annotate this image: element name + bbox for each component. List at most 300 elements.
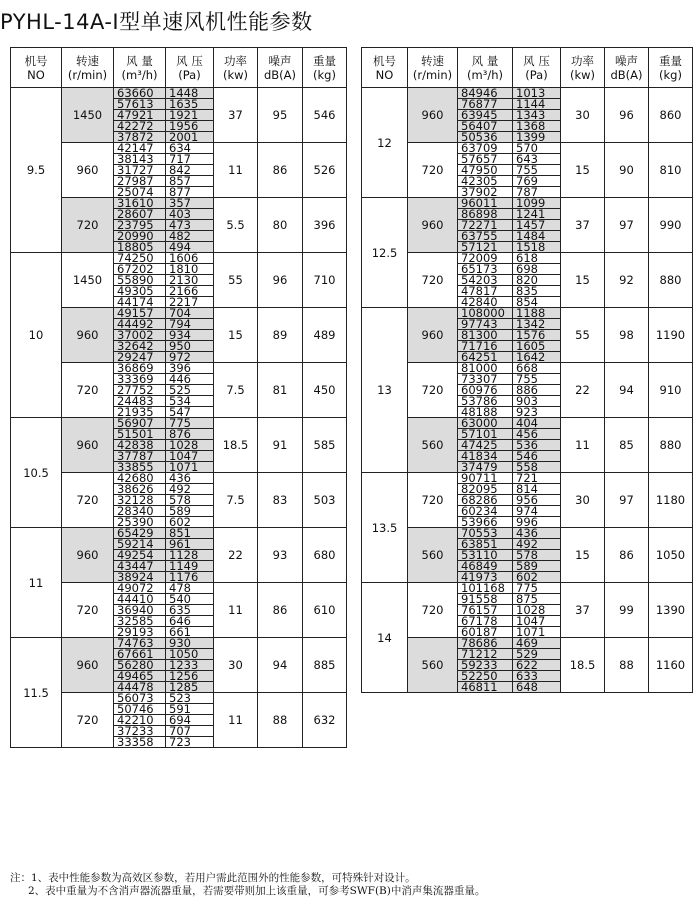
power-cell: 22 — [214, 528, 258, 583]
speed-cell: 1450 — [62, 88, 114, 143]
header-noise-label: 噪声 — [268, 53, 292, 68]
flow-cell: 32642 — [114, 341, 166, 352]
speed-cell: 720 — [62, 363, 114, 418]
weight-cell: 885 — [303, 638, 347, 693]
model-number-cell: 11.5 — [11, 638, 62, 748]
weight-cell: 489 — [303, 308, 347, 363]
header-weight-label: 重量 — [659, 53, 682, 68]
pressure-cell: 589 — [166, 506, 214, 517]
flow-cell: 72009 — [458, 253, 513, 264]
flow-cell: 43447 — [114, 561, 166, 572]
pressure-cell: 469 — [513, 638, 561, 649]
pressure-cell: 877 — [166, 187, 214, 198]
flow-cell: 32128 — [114, 495, 166, 506]
weight-cell: 860 — [649, 88, 693, 143]
pressure-cell: 794 — [166, 319, 214, 330]
pressure-cell: 622 — [513, 660, 561, 671]
speed-cell: 560 — [408, 638, 458, 693]
power-cell: 15 — [561, 528, 605, 583]
pressure-cell: 721 — [513, 473, 561, 484]
weight-cell: 585 — [303, 418, 347, 473]
header-noise-label: 噪声 — [615, 53, 638, 68]
flow-cell: 33358 — [114, 737, 166, 748]
header-power-label: 功率 — [571, 53, 594, 68]
speed-cell: 960 — [62, 638, 114, 693]
pressure-cell: 547 — [166, 407, 214, 418]
flow-cell: 60234 — [458, 506, 513, 517]
power-cell: 37 — [561, 583, 605, 638]
flow-cell: 32585 — [114, 616, 166, 627]
flow-cell: 54203 — [458, 275, 513, 286]
flow-cell: 37479 — [458, 462, 513, 473]
pressure-cell: 634 — [166, 143, 214, 154]
flow-cell: 70553 — [458, 528, 513, 539]
flow-cell: 64251 — [458, 352, 513, 363]
pressure-cell: 972 — [166, 352, 214, 363]
flow-cell: 24483 — [114, 396, 166, 407]
noise-cell: 90 — [605, 143, 649, 198]
pressure-cell: 404 — [513, 418, 561, 429]
pressure-cell: 1810 — [166, 264, 214, 275]
header-power-label: 功率 — [224, 53, 247, 68]
table-row — [362, 308, 693, 319]
pressure-cell: 546 — [513, 451, 561, 462]
power-cell: 18.5 — [561, 638, 605, 693]
table-row — [362, 253, 693, 264]
weight-cell: 810 — [649, 143, 693, 198]
model-number-cell: 12 — [362, 88, 408, 198]
speed-cell: 960 — [408, 198, 458, 253]
flow-cell: 37002 — [114, 330, 166, 341]
flow-cell: 28607 — [114, 209, 166, 220]
table-row — [11, 88, 347, 99]
weight-cell: 910 — [649, 363, 693, 418]
table-row — [362, 198, 693, 209]
flow-cell: 63851 — [458, 539, 513, 550]
pressure-cell: 769 — [513, 176, 561, 187]
flow-cell: 57613 — [114, 99, 166, 110]
power-cell: 55 — [561, 308, 605, 363]
table-row — [362, 88, 693, 99]
flow-cell: 38626 — [114, 484, 166, 495]
pressure-cell: 473 — [166, 220, 214, 231]
header-flow — [458, 48, 513, 88]
header-model — [11, 48, 62, 88]
flow-cell: 20990 — [114, 231, 166, 242]
noise-cell: 97 — [605, 473, 649, 528]
pressure-cell: 1028 — [166, 440, 214, 451]
flow-cell: 63000 — [458, 418, 513, 429]
table-row — [11, 693, 347, 704]
pressure-cell: 698 — [513, 264, 561, 275]
flow-cell: 48188 — [458, 407, 513, 418]
header-model-label: 机号 — [24, 53, 48, 68]
flow-cell: 27752 — [114, 385, 166, 396]
header-weight-label: 重量 — [313, 53, 336, 68]
pressure-cell: 446 — [166, 374, 214, 385]
flow-cell: 46849 — [458, 561, 513, 572]
pressure-cell: 1342 — [513, 319, 561, 330]
pressure-cell: 1285 — [166, 682, 214, 693]
pressure-cell: 694 — [166, 715, 214, 726]
pressure-cell: 835 — [513, 286, 561, 297]
power-cell: 5.5 — [214, 198, 258, 253]
weight-cell: 632 — [303, 693, 347, 748]
flow-cell: 44492 — [114, 319, 166, 330]
flow-cell: 44174 — [114, 297, 166, 308]
noise-cell: 92 — [605, 253, 649, 308]
pressure-cell: 707 — [166, 726, 214, 737]
flow-cell: 72271 — [458, 220, 513, 231]
pressure-cell: 1635 — [166, 99, 214, 110]
header-noise-unit: dB(A) — [263, 67, 297, 82]
header-flow-label: 风 量 — [126, 53, 153, 68]
flow-cell: 56280 — [114, 660, 166, 671]
speed-cell: 960 — [62, 143, 114, 198]
flow-cell: 96011 — [458, 198, 513, 209]
pressure-cell: 974 — [513, 506, 561, 517]
pressure-cell: 1448 — [166, 88, 214, 99]
flow-cell: 23795 — [114, 220, 166, 231]
pressure-cell: 996 — [513, 517, 561, 528]
pressure-cell: 1606 — [166, 253, 214, 264]
header-row — [362, 48, 693, 88]
pressure-cell: 755 — [513, 374, 561, 385]
flow-cell: 49465 — [114, 671, 166, 682]
header-weight-unit: (kg) — [313, 67, 336, 82]
flow-cell: 44410 — [114, 594, 166, 605]
flow-cell: 65173 — [458, 264, 513, 275]
flow-cell: 42272 — [114, 121, 166, 132]
flow-cell: 74250 — [114, 253, 166, 264]
flow-cell: 25390 — [114, 517, 166, 528]
table-row — [362, 143, 693, 154]
header-power — [214, 48, 258, 88]
pressure-cell: 1047 — [166, 451, 214, 462]
speed-cell: 1450 — [62, 253, 114, 308]
noise-cell: 80 — [258, 198, 303, 253]
flow-cell: 50536 — [458, 132, 513, 143]
pressure-cell: 961 — [166, 539, 214, 550]
pressure-cell: 1176 — [166, 572, 214, 583]
pressure-cell: 755 — [513, 165, 561, 176]
flow-cell: 31727 — [114, 165, 166, 176]
pressure-cell: 536 — [513, 440, 561, 451]
power-cell: 55 — [214, 253, 258, 308]
flow-cell: 49305 — [114, 286, 166, 297]
noise-cell: 86 — [258, 583, 303, 638]
power-cell: 11 — [214, 143, 258, 198]
pressure-cell: 482 — [166, 231, 214, 242]
speed-cell: 960 — [408, 308, 458, 363]
header-flow — [114, 48, 166, 88]
header-pressure — [166, 48, 214, 88]
flow-cell: 52250 — [458, 671, 513, 682]
header-power-unit: (kw) — [222, 67, 249, 82]
model-number-cell: 11 — [11, 528, 62, 638]
speed-cell: 720 — [408, 253, 458, 308]
flow-cell: 63709 — [458, 143, 513, 154]
pressure-cell: 2130 — [166, 275, 214, 286]
pressure-cell: 494 — [166, 242, 214, 253]
power-cell: 11 — [214, 583, 258, 638]
noise-cell: 91 — [258, 418, 303, 473]
pressure-cell: 1241 — [513, 209, 561, 220]
weight-cell: 396 — [303, 198, 347, 253]
header-flow-unit: (m³/h) — [121, 67, 158, 82]
pressure-cell: 950 — [166, 341, 214, 352]
pressure-cell: 903 — [513, 396, 561, 407]
weight-cell: 503 — [303, 473, 347, 528]
header-noise — [605, 48, 649, 88]
pressure-cell: 1128 — [166, 550, 214, 561]
flow-cell: 28340 — [114, 506, 166, 517]
pressure-cell: 648 — [513, 682, 561, 693]
header-model-label: 机号 — [373, 53, 396, 68]
speed-cell: 720 — [408, 583, 458, 638]
pressure-cell: 886 — [513, 385, 561, 396]
flow-cell: 56407 — [458, 121, 513, 132]
header-pressure-label: 风 压 — [176, 53, 203, 68]
speed-cell: 960 — [62, 308, 114, 363]
header-model-unit: NO — [27, 67, 45, 82]
table-row — [11, 583, 347, 594]
noise-cell: 94 — [605, 363, 649, 418]
flow-cell: 78686 — [458, 638, 513, 649]
flow-cell: 56073 — [114, 693, 166, 704]
flow-cell: 47950 — [458, 165, 513, 176]
noise-cell: 97 — [605, 198, 649, 253]
weight-cell: 880 — [649, 253, 693, 308]
flow-cell: 53966 — [458, 517, 513, 528]
flow-cell: 57101 — [458, 429, 513, 440]
flow-cell: 53110 — [458, 550, 513, 561]
flow-cell: 42305 — [458, 176, 513, 187]
pressure-cell: 602 — [166, 517, 214, 528]
pressure-cell: 534 — [166, 396, 214, 407]
table-row — [362, 418, 693, 429]
noise-cell: 81 — [258, 363, 303, 418]
power-cell: 37 — [561, 198, 605, 253]
weight-cell: 990 — [649, 198, 693, 253]
power-cell: 7.5 — [214, 473, 258, 528]
flow-cell: 84946 — [458, 88, 513, 99]
flow-cell: 60976 — [458, 385, 513, 396]
flow-cell: 42840 — [458, 297, 513, 308]
pressure-cell: 357 — [166, 198, 214, 209]
weight-cell: 680 — [303, 528, 347, 583]
flow-cell: 21935 — [114, 407, 166, 418]
pressure-cell: 558 — [513, 462, 561, 473]
pressure-cell: 492 — [166, 484, 214, 495]
pressure-cell: 578 — [166, 495, 214, 506]
pressure-cell: 876 — [166, 429, 214, 440]
pressure-cell: 570 — [513, 143, 561, 154]
header-row — [11, 48, 347, 88]
flow-cell: 59214 — [114, 539, 166, 550]
pressure-cell: 602 — [513, 572, 561, 583]
power-cell: 15 — [561, 253, 605, 308]
flow-cell: 81000 — [458, 363, 513, 374]
power-cell: 11 — [214, 693, 258, 748]
flow-cell: 73307 — [458, 374, 513, 385]
flow-cell: 63755 — [458, 231, 513, 242]
weight-cell: 450 — [303, 363, 347, 418]
table-row — [362, 473, 693, 484]
flow-cell: 67661 — [114, 649, 166, 660]
pressure-cell: 1144 — [513, 99, 561, 110]
pressure-cell: 436 — [513, 528, 561, 539]
model-number-cell: 10.5 — [11, 418, 62, 528]
pressure-cell: 633 — [513, 671, 561, 682]
power-cell: 15 — [561, 143, 605, 198]
performance-table-left — [10, 47, 347, 748]
flow-cell: 108000 — [458, 308, 513, 319]
pressure-cell: 456 — [513, 429, 561, 440]
pressure-cell: 668 — [513, 363, 561, 374]
pressure-cell: 1047 — [513, 616, 561, 627]
pressure-cell: 1484 — [513, 231, 561, 242]
flow-cell: 91558 — [458, 594, 513, 605]
table-row — [11, 253, 347, 264]
weight-cell: 1160 — [649, 638, 693, 693]
pressure-cell: 525 — [166, 385, 214, 396]
header-weight — [303, 48, 347, 88]
pressure-cell: 591 — [166, 704, 214, 715]
pressure-cell: 1256 — [166, 671, 214, 682]
pressure-cell: 820 — [513, 275, 561, 286]
weight-cell: 710 — [303, 253, 347, 308]
pressure-cell: 1399 — [513, 132, 561, 143]
flow-cell: 86898 — [458, 209, 513, 220]
flow-cell: 31610 — [114, 198, 166, 209]
flow-cell: 42838 — [114, 440, 166, 451]
flow-cell: 49072 — [114, 583, 166, 594]
power-cell: 30 — [214, 638, 258, 693]
flow-cell: 38143 — [114, 154, 166, 165]
flow-cell: 36869 — [114, 363, 166, 374]
header-speed-label: 转速 — [421, 53, 444, 68]
pressure-cell: 492 — [513, 539, 561, 550]
flow-cell: 29247 — [114, 352, 166, 363]
flow-cell: 63660 — [114, 88, 166, 99]
model-number-cell: 12.5 — [362, 198, 408, 308]
header-pressure-unit: (Pa) — [178, 67, 201, 82]
pressure-cell: 661 — [166, 627, 214, 638]
noise-cell: 94 — [258, 638, 303, 693]
header-speed-label: 转速 — [76, 53, 99, 68]
pressure-cell: 1956 — [166, 121, 214, 132]
speed-cell: 720 — [62, 198, 114, 253]
pressure-cell: 1233 — [166, 660, 214, 671]
header-weight-unit: (kg) — [659, 67, 682, 82]
flow-cell: 60187 — [458, 627, 513, 638]
pressure-cell: 646 — [166, 616, 214, 627]
flow-cell: 57121 — [458, 242, 513, 253]
header-model — [362, 48, 408, 88]
flow-cell: 47425 — [458, 440, 513, 451]
pressure-cell: 775 — [166, 418, 214, 429]
pressure-cell: 875 — [513, 594, 561, 605]
footnote-1: 注：1、表中性能参数为高效区参数，若用户需此范围外的性能参数，可特殊针对设计。 — [10, 872, 416, 884]
pressure-cell: 1071 — [513, 627, 561, 638]
table-row — [362, 638, 693, 649]
speed-cell: 720 — [408, 363, 458, 418]
weight-cell: 1190 — [649, 308, 693, 363]
flow-cell: 56907 — [114, 418, 166, 429]
power-cell: 18.5 — [214, 418, 258, 473]
weight-cell: 526 — [303, 143, 347, 198]
header-speed — [408, 48, 458, 88]
speed-cell: 720 — [408, 473, 458, 528]
flow-cell: 55890 — [114, 275, 166, 286]
table-row — [11, 143, 347, 154]
power-cell: 15 — [214, 308, 258, 363]
pressure-cell: 635 — [166, 605, 214, 616]
header-pressure-label: 风 压 — [523, 53, 550, 68]
flow-cell: 81300 — [458, 330, 513, 341]
pressure-cell: 930 — [166, 638, 214, 649]
pressure-cell: 704 — [166, 308, 214, 319]
model-number-cell: 10 — [11, 253, 62, 418]
speed-cell: 720 — [62, 473, 114, 528]
pressure-cell: 589 — [513, 561, 561, 572]
model-number-cell: 13.5 — [362, 473, 408, 583]
flow-cell: 41973 — [458, 572, 513, 583]
weight-cell: 880 — [649, 418, 693, 473]
pressure-cell: 436 — [166, 473, 214, 484]
flow-cell: 33369 — [114, 374, 166, 385]
flow-cell: 90711 — [458, 473, 513, 484]
flow-cell: 76877 — [458, 99, 513, 110]
page-title: PYHL-14A-Ⅰ型单速风机性能参数 — [0, 10, 313, 34]
pressure-cell: 1642 — [513, 352, 561, 363]
pressure-cell: 478 — [166, 583, 214, 594]
flow-cell: 53786 — [458, 396, 513, 407]
weight-cell: 610 — [303, 583, 347, 638]
model-number-cell: 14 — [362, 583, 408, 693]
flow-cell: 42210 — [114, 715, 166, 726]
pressure-cell: 529 — [513, 649, 561, 660]
noise-cell: 98 — [605, 308, 649, 363]
flow-cell: 37233 — [114, 726, 166, 737]
table-row — [11, 638, 347, 649]
pressure-cell: 2166 — [166, 286, 214, 297]
pressure-cell: 1188 — [513, 308, 561, 319]
flow-cell: 59233 — [458, 660, 513, 671]
speed-cell: 720 — [62, 583, 114, 638]
flow-cell: 67178 — [458, 616, 513, 627]
noise-cell: 88 — [258, 693, 303, 748]
pressure-cell: 1921 — [166, 110, 214, 121]
table-row — [11, 363, 347, 374]
flow-cell: 47921 — [114, 110, 166, 121]
flow-cell: 74763 — [114, 638, 166, 649]
table-row — [362, 363, 693, 374]
flow-cell: 18805 — [114, 242, 166, 253]
model-number-cell: 9.5 — [11, 88, 62, 253]
speed-cell: 560 — [408, 418, 458, 473]
header-power — [561, 48, 605, 88]
footnotes — [10, 872, 485, 898]
flow-cell: 46811 — [458, 682, 513, 693]
pressure-cell: 1099 — [513, 198, 561, 209]
power-cell: 37 — [214, 88, 258, 143]
flow-cell: 42680 — [114, 473, 166, 484]
flow-cell: 71212 — [458, 649, 513, 660]
flow-cell: 67202 — [114, 264, 166, 275]
pressure-cell: 578 — [513, 550, 561, 561]
